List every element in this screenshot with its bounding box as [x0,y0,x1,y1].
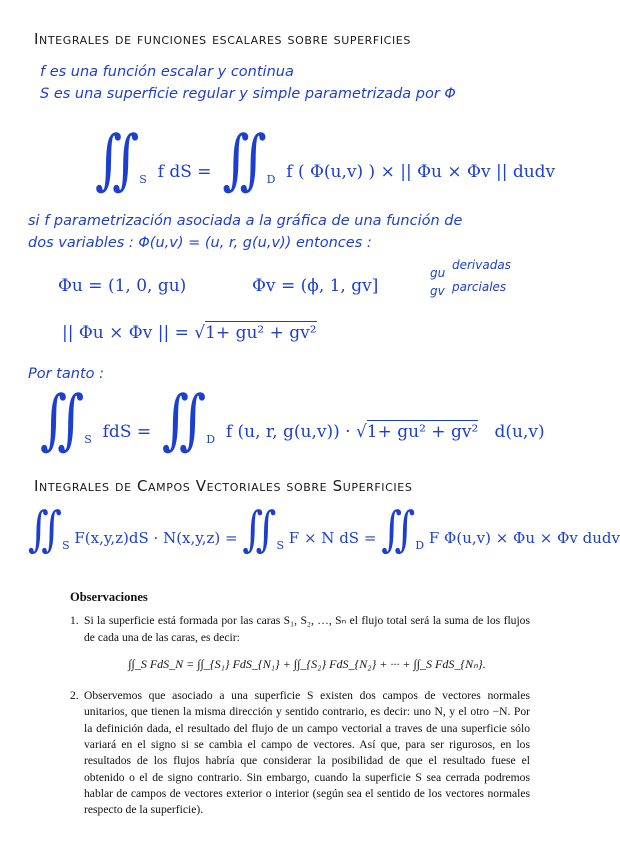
equation-measure: d(u,v) [494,422,545,442]
equation-lhs: fdS = [102,422,152,442]
integral-subscript: S [84,433,92,446]
note-parciales: parciales [452,280,507,294]
double-integral-symbol: ∬ [222,122,267,198]
flux-term-2: F × N dS = [288,529,377,547]
flux-term-3: F Φ(u,v) × Φu × Φv dudv [428,529,620,547]
partial-phi-v: Φv = (ϕ, 1, gv] [252,276,379,296]
integral-subscript: S [276,539,285,552]
por-tanto-label: Por tanto : [28,366,104,382]
integral-subscript: D [415,539,425,552]
note-gu: gu [430,266,446,280]
double-integral-symbol: ∬ [40,382,85,458]
flux-term-1: F(x,y,z)dS · N(x,y,z) = [74,529,238,547]
observation-number: 1. [70,614,79,628]
integral-subscript: D [206,433,216,446]
integral-subscript: S [139,173,147,186]
observation-number: 2. [70,689,79,703]
double-integral-symbol: ∬ [28,502,63,558]
partial-phi-u: Φu = (1, 0, gu) [58,276,187,296]
equation-sqrt: 1+ gu² + gv² [366,422,479,442]
observations-title: Observaciones [70,590,148,604]
double-integral-symbol: ∬ [95,122,140,198]
integral-subscript: D [266,173,276,186]
equation-rhs: f (u, r, g(u,v)) · [225,422,351,442]
observation-text: Si la superficie está formada por las caras S₁, S₂, …, Sₙ el flujo total será la suma de los flujos de cada una de las caras, es decir: [84,614,530,644]
observation-item [70,613,530,680]
note-derivadas: derivadas [452,258,511,272]
equation-rhs: f ( Φ(u,v) ) × || Φu × Φv || dudv [286,162,556,182]
double-integral-symbol: ∬ [381,502,416,558]
note-gv: gv [430,284,445,298]
intro-line-1: f es una función escalar y continua [40,64,294,80]
double-integral-symbol: ∬ [161,382,207,458]
equation-lhs: f dS = [157,162,212,182]
intro-line-2: S es una superficie regular y simple parametrizada por Φ [40,86,456,102]
section-title-vector: Integrales de Campos Vectoriales sobre Superficies [34,477,413,495]
section-title-scalar: Integrales de funciones escalares sobre superficies [34,30,411,48]
double-integral-symbol: ∬ [242,502,277,558]
norm-sqrt: 1+ gu² + gv² [205,323,317,343]
equation-surface-integral [95,122,556,198]
graph-param-line-1: si f parametrización asociada a la gráfica de una función de [28,213,463,229]
observation-text: Observemos que asociado a una superficie S existen dos campos de vectores normales unitarios, que tienen la misma dirección y sentido contrario, es decir: uno N, y el otro −N. Por la definición dada, el resultado del flujo de un campo vectorial a traves de una superficie sólo variará en el signo si se cambia el campo de vectores. Así que, para ser rigurosos, en los resultados de los flujos habría que considerar la posibilidad de que el resultado fuese el obtenido o el de signo contrario. Sin embargo, cuando la superficie S sea cerrada podremos hablar de campos de vectores exterior o interior (según sea el sentido de los vectores normales respecto de la superficie). [84,689,530,817]
observation-formula: ∫∫_S FdS_N = ∫∫_{S₁} FdS_{N₁} + ∫∫_{S₂} FdS_{N₂} + ··· + ∫∫_S FdS_{Nₙ}. [128,656,486,671]
cross-product-norm: || Φu × Φv || = √1+ gu² + gv² [62,323,317,343]
observations-section [70,589,530,827]
equation-graph-integral: $∬_S$ fdS = $∬_D$ f (u, r, g(u,v)) · √1+ gu² + gv² d(u,v) [40,382,545,458]
norm-lhs: || Φu × Φv || = [62,323,189,343]
observation-body [84,613,530,680]
observation-item [70,688,530,818]
integral-subscript: S [62,539,70,552]
equation-flux [28,502,620,558]
graph-param-line-2: dos variables : Φ(u,v) = (u, r, g(u,v)) entonces : [28,235,372,251]
